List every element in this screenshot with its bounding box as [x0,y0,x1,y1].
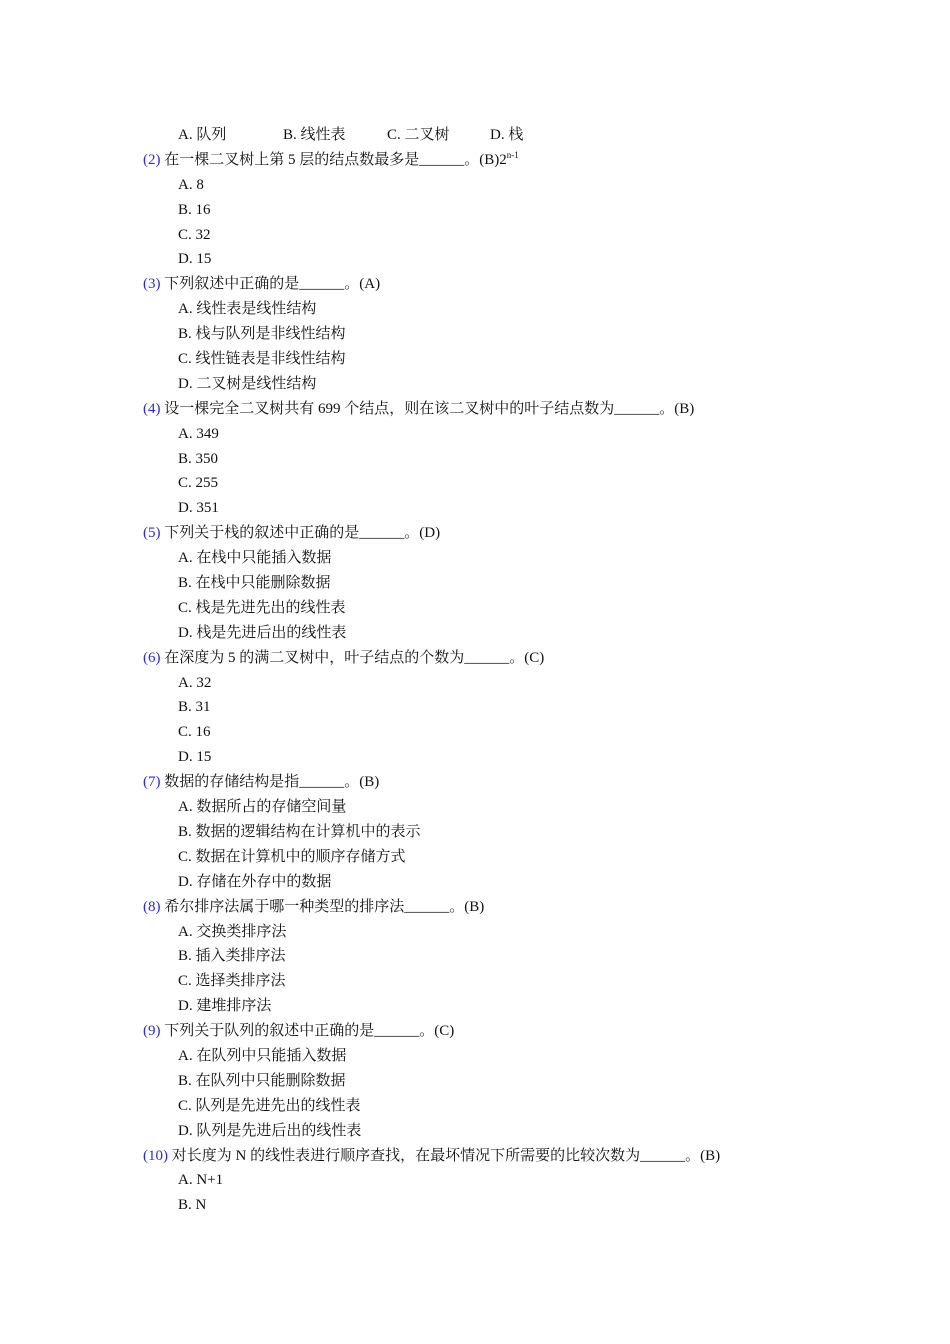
question-number: (5) [143,525,161,542]
question-number: (9) [143,1023,161,1040]
option-d: D. 351 [178,500,219,517]
option-a: A. 线性表是线性结构 [178,301,317,318]
question-text: 对长度为 N 的线性表进行顺序查找，在最坏情况下所需要的比较次数为______。(B) [168,1147,721,1164]
question-number: (3) [143,276,161,293]
question-5 [143,521,843,546]
option-d: D. 15 [178,749,212,766]
question-2 [143,148,843,173]
option-b: B. N [178,1197,207,1214]
question-3 [143,272,843,297]
question-6 [143,646,843,671]
question-number: (7) [143,774,161,791]
top-option-a: A. 队列 [178,127,227,143]
option-b: B. 数据的逻辑结构在计算机中的表示 [178,823,421,840]
question-text: 在深度为 5 的满二叉树中，叶子结点的个数为______。(C) [160,649,545,666]
option-c: C. 32 [178,226,211,243]
question-text: 下列叙述中正确的是______。(A) [160,276,381,293]
option-d: D. 15 [178,251,212,268]
top-option-d: D. 栈 [490,127,524,143]
option-c: C. 选择类排序法 [178,973,286,990]
option-a: A. 32 [178,674,212,691]
option-a: A. N+1 [178,1172,224,1189]
option-b: B. 16 [178,201,211,218]
option-a: A. 交换类排序法 [178,923,287,940]
top-options-row [143,123,843,148]
option-a: A. 在队列中只能插入数据 [178,1047,347,1064]
question-text: 下列关于队列的叙述中正确的是______。(C) [160,1023,455,1040]
question-9 [143,1019,843,1044]
option-a: A. 349 [178,425,219,442]
question-number: (2) [143,151,161,168]
question-list [143,123,843,1218]
option-b: B. 插入类排序法 [178,948,286,965]
option-a: A. 在栈中只能插入数据 [178,550,332,567]
option-d: D. 存储在外存中的数据 [178,873,332,890]
question-text: 希尔排序法属于哪一种类型的排序法______。(B) [160,898,485,915]
option-b: B. 在队列中只能删除数据 [178,1072,346,1089]
option-a: A. 数据所占的存储空间量 [178,799,347,816]
question-number: (10) [143,1147,168,1164]
question-text: 下列关于栈的叙述中正确的是______。(D) [160,525,441,542]
question-number: (4) [143,400,161,417]
option-b: B. 栈与队列是非线性结构 [178,326,346,343]
option-c: C. 16 [178,724,211,741]
option-b: B. 在栈中只能删除数据 [178,575,331,592]
question-text: 在一棵二叉树上第 5 层的结点数最多是______。(B)2 [160,151,507,168]
option-c: C. 255 [178,475,219,492]
option-b: B. 350 [178,450,219,467]
top-option-b: B. 线性表 [283,127,346,143]
option-c: C. 栈是先进先出的线性表 [178,599,346,616]
question-4 [143,397,843,422]
question-7 [143,770,843,795]
option-a: A. 8 [178,176,204,193]
option-d: D. 队列是先进后出的线性表 [178,1122,362,1139]
question-number: (8) [143,898,161,915]
option-c: C. 数据在计算机中的顺序存储方式 [178,848,406,865]
option-d: D. 建堆排序法 [178,998,272,1015]
question-text: 数据的存储结构是指______。(B) [160,774,380,791]
option-c: C. 队列是先进先出的线性表 [178,1097,361,1114]
option-d: D. 栈是先进后出的线性表 [178,624,347,641]
question-number: (6) [143,649,161,666]
option-d: D. 二叉树是线性结构 [178,375,317,392]
question-10 [143,1144,843,1169]
option-c: C. 线性链表是非线性结构 [178,351,346,368]
option-b: B. 31 [178,699,211,716]
question-8 [143,895,843,920]
question-text: 设一棵完全二叉树共有 699 个结点，则在该二叉树中的叶子结点数为______。(B) [160,400,695,417]
superscript: n-1 [506,149,519,160]
top-option-c: C. 二叉树 [387,127,450,143]
